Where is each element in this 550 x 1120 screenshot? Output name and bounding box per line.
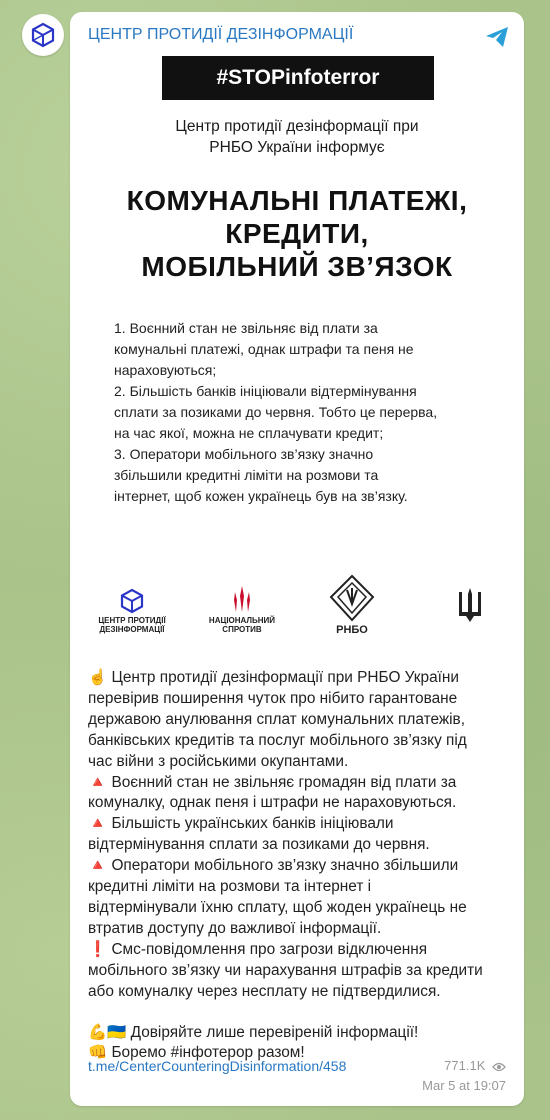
- message-line: перевірив поширення чуток про нібито гарантоване: [88, 689, 458, 707]
- channel-avatar[interactable]: [22, 14, 64, 56]
- post-date: Mar 5 at 19:07: [422, 1078, 506, 1093]
- point-line: комунальні платежі, однак штрафи та пеня не: [114, 341, 414, 357]
- cube-logo-icon: [30, 22, 56, 48]
- closing-line: 💪🇺🇦 Довіряйте лише перевіреній інформації!: [88, 1023, 419, 1041]
- poster-headline: [90, 184, 504, 283]
- message-line: 🔺 Оператори мобільного зв’язку значно збільшили: [88, 857, 459, 875]
- poster-informs: [110, 116, 484, 158]
- poster-points: [114, 318, 486, 507]
- closing-line: 👊 Боремо #інфотерор разом!: [88, 1044, 305, 1062]
- logo-caption: ЦЕНТР ПРОТИДІЇ: [98, 616, 166, 625]
- message-line: втратив доступу до важливої інформації.: [88, 919, 382, 937]
- point-line: 2. Більшість банків ініціювали відтермінування: [114, 383, 417, 399]
- post-link[interactable]: t.me/CenterCounteringDisinformation/458: [88, 1058, 347, 1074]
- message-line: 🔺 Більшість українських банків ініціювали: [88, 815, 394, 833]
- logo-caption: СПРОТИВ: [222, 625, 262, 634]
- point-line: сплати за позиками до червня. Тобто це перерва,: [114, 404, 438, 420]
- informs-line: РНБО України інформує: [209, 139, 385, 156]
- logo-caption: РНБО: [336, 624, 368, 636]
- message-line: кредитні ліміти на розмови та інтернет і: [88, 878, 372, 896]
- cpd-logo: [92, 588, 172, 634]
- point-line: збільшили кредитні ліміти на розмови та: [114, 467, 379, 483]
- message-line: банківських кредитів та послуг мобільного зв’язку під: [88, 731, 467, 749]
- informs-line: Центр протидії дезінформації при: [175, 118, 419, 135]
- trident-logo: [450, 586, 490, 626]
- channel-name[interactable]: ЦЕНТР ПРОТИДІЇ ДЕЗІНФОРМАЦІЇ: [88, 26, 354, 43]
- view-count: [444, 1058, 506, 1073]
- message-line: час війни з російськими окупантами.: [88, 752, 349, 770]
- message-text: [88, 668, 512, 1064]
- message-line: або комуналку через несплату не підтвердилися.: [88, 982, 441, 1000]
- message-line: мобільного зв’язку чи нарахування штрафів за кредити: [88, 961, 483, 979]
- point-line: інтернет, щоб кожен українець був на зв’язку.: [114, 488, 408, 504]
- share-icon[interactable]: [484, 24, 510, 50]
- logo-caption: НАЦІОНАЛЬНИЙ: [208, 616, 276, 625]
- rnbo-logo: [322, 574, 382, 635]
- message-line: ❗ Смс-повідомлення про загрози відключення: [88, 940, 428, 958]
- message-card: [70, 12, 524, 1106]
- message-line: відтермінування сплати за позиками до червня.: [88, 836, 430, 854]
- headline-line: КОМУНАЛЬНІ ПЛАТЕЖІ,: [126, 185, 468, 216]
- point-line: 1. Воєнний стан не звільняє від плати за: [114, 320, 378, 336]
- message-line: державою анулювання сплат комунальних платежів,: [88, 710, 466, 728]
- message-line: комуналку, однак пеня і штрафи не нараховуються.: [88, 794, 457, 812]
- rnbo-emblem-icon: [329, 574, 375, 624]
- eye-icon: [492, 1062, 506, 1072]
- headline-line: МОБІЛЬНИЙ ЗВ’ЯЗОК: [141, 251, 453, 282]
- headline-line: КРЕДИТИ,: [225, 218, 369, 249]
- flame-icon: [229, 584, 255, 614]
- cube-logo-icon: [119, 588, 145, 614]
- logo-caption: ДЕЗІНФОРМАЦІЇ: [99, 625, 165, 634]
- message-line: відтермінували їхню сплату, щоб жоден українець не: [88, 898, 467, 916]
- hashtag-banner: #STOPinfoterror: [162, 56, 434, 100]
- poster-logos: [70, 568, 524, 658]
- national-resistance-logo: [202, 584, 282, 634]
- point-line: на час якої, можна не сплачувати кредит;: [114, 425, 384, 441]
- point-line: 3. Оператори мобільного зв’язку значно: [114, 446, 374, 462]
- point-line: нараховуються;: [114, 362, 217, 378]
- message-line: ☝️ Центр протидії дезінформації при РНБО України: [88, 669, 459, 686]
- message-line: 🔺 Воєнний стан не звільняє громадян від плати за: [88, 773, 457, 791]
- view-count-value: 771.1K: [444, 1058, 486, 1073]
- poster-image[interactable]: [70, 56, 524, 656]
- trident-icon: [456, 586, 484, 624]
